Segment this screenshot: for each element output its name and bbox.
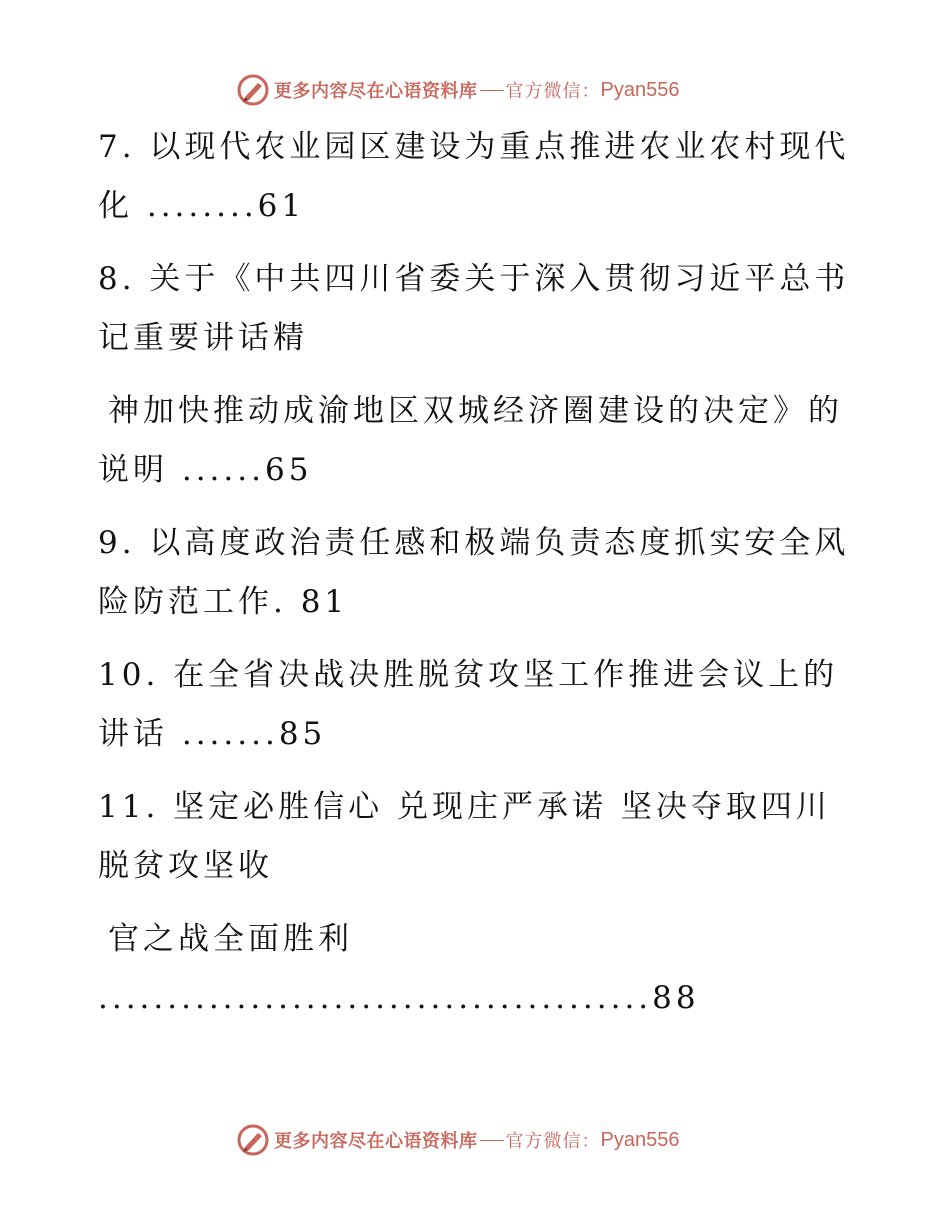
toc-line: 10. 在全省决战决胜脱贫攻坚工作推进会议上的: [98, 657, 839, 693]
toc-line: 官之战全面胜利: [108, 921, 353, 957]
toc-line: ........................................88: [98, 980, 700, 1016]
watermark-header: [236, 72, 679, 108]
toc-line: 7. 以现代农业园区建设为重点推进农业农村现代: [98, 129, 850, 165]
toc-line: 讲话 .......85: [98, 716, 327, 752]
toc-line: 说明 ......65: [98, 452, 313, 488]
watermark-dash: [480, 90, 504, 91]
watermark-sub-text: 官方微信：: [505, 81, 601, 102]
watermark-footer: [236, 1122, 679, 1158]
toc-line: 9. 以高度政治责任感和极端负责态度抓实安全风: [98, 525, 850, 561]
toc-line: 险防范工作. 81: [98, 584, 349, 620]
watermark-wechat-id: Pyan556: [600, 78, 680, 101]
toc-line: 脱贫攻坚收: [98, 848, 273, 884]
watermark-dash: [480, 1140, 504, 1141]
toc-line: 记重要讲话精: [98, 320, 308, 356]
toc-line: 神加快推动成渝地区双城经济圈建设的决定》的: [108, 393, 843, 429]
toc-line: 化 ........61: [98, 188, 306, 224]
toc-line: 8. 关于《中共四川省委关于深入贯彻习近平总书: [98, 261, 850, 297]
toc-line: 11. 坚定必胜信心 兑现庄严承诺 坚决夺取四川: [98, 789, 831, 825]
watermark-sub-text: 官方微信：: [505, 1131, 601, 1152]
watermark-main-text: 更多内容尽在心语资料库: [274, 1131, 478, 1152]
watermark-main-text: 更多内容尽在心语资料库: [274, 81, 478, 102]
watermark-wechat-id: Pyan556: [600, 1128, 680, 1151]
pen-logo-icon: [236, 73, 270, 107]
pen-logo-icon: [236, 1123, 270, 1157]
